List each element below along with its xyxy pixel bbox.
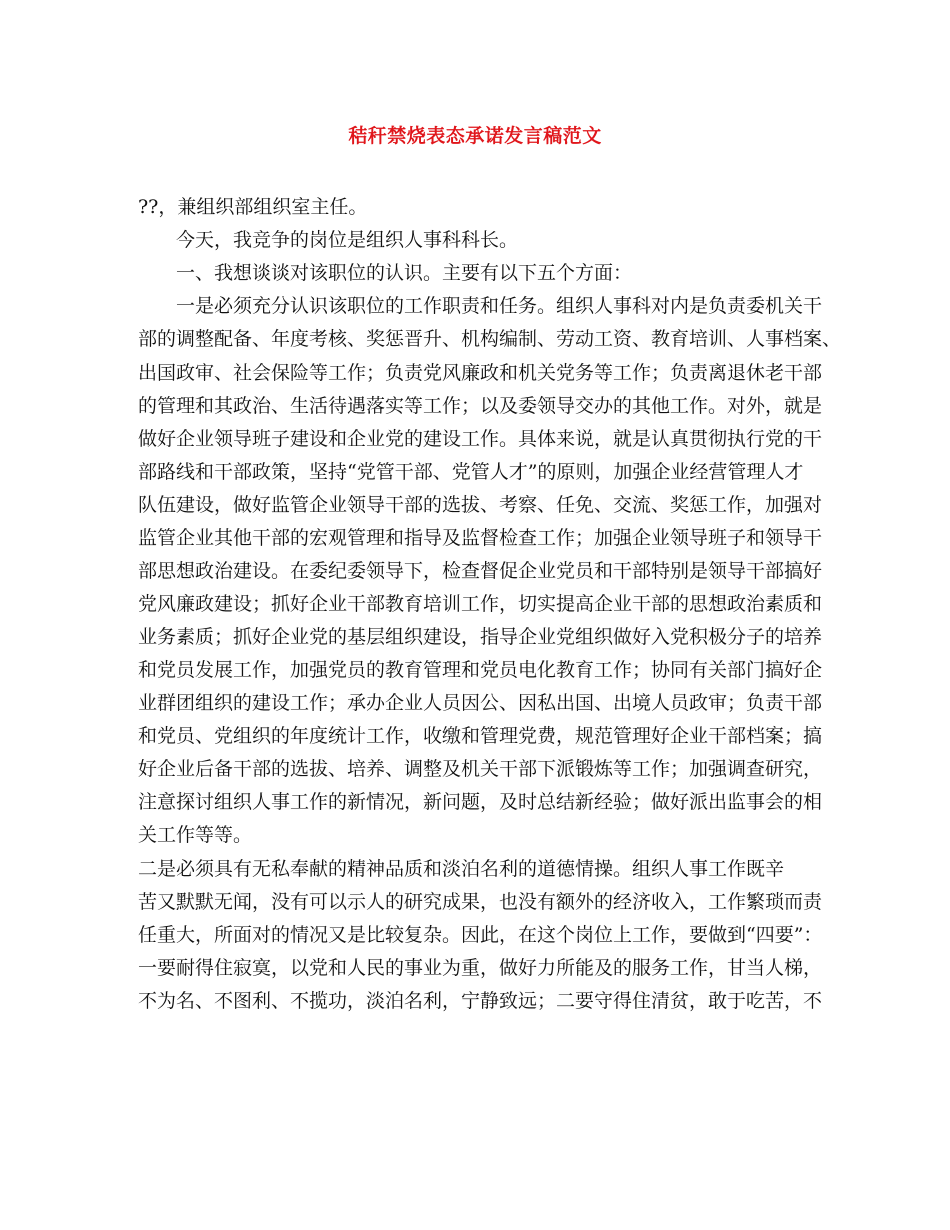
text-line: 部的调整配备、年度考核、奖惩晋升、机构编制、劳动工资、教育培训、人事档案、	[138, 328, 842, 350]
text-line: 做好企业领导班子建设和企业党的建设工作。具体来说，就是认真贯彻执行党的干	[138, 428, 823, 450]
text-line: 苦又默默无闻，没有可以示人的研究成果，也没有额外的经济收入，工作繁琐而责	[138, 891, 823, 913]
text-line: 队伍建设，做好监管企业领导干部的选拔、考察、任免、交流、奖惩工作，加强对	[138, 494, 823, 516]
document-title: 秸秆禁烧表态承诺发言稿范文	[348, 125, 602, 147]
text-line: 出国政审、社会保险等工作；负责党风廉政和机关党务等工作；负责离退休老干部	[138, 362, 823, 384]
text-line: 部路线和干部政策，坚持“党管干部、党管人才”的原则，加强企业经营管理人才	[138, 461, 804, 483]
text-line: 部思想政治建设。在委纪委领导下，检查督促企业党员和干部特别是领导干部搞好	[138, 560, 823, 582]
text-line: 注意探讨组织人事工作的新情况，新问题，及时总结新经验；做好派出监事会的相	[138, 791, 823, 813]
text-line: 和党员、党组织的年度统计工作，收缴和管理党费，规范管理好企业干部档案；搞	[138, 725, 823, 747]
text-line: 二是必须具有无私奉献的精神品质和淡泊名利的道德情操。组织人事工作既辛	[138, 858, 785, 880]
text-line: 好企业后备干部的选拔、培养、调整及机关干部下派锻炼等工作；加强调查研究，	[138, 758, 823, 780]
text-line: 不为名、不图利、不揽功，淡泊名利，宁静致远；二要守得住清贫，敢于吃苦，不	[138, 990, 823, 1012]
text-line: 今天，我竞争的岗位是组织人事科科长。	[176, 229, 519, 251]
text-line: 任重大，所面对的情况又是比较复杂。因此，在这个岗位上工作，要做到“四要”：	[138, 924, 823, 946]
text-line: 业群团组织的建设工作；承办企业人员因公、因私出国、出境人员政审；负责干部	[138, 692, 823, 714]
text-line: 一、我想谈谈对该职位的认识。主要有以下五个方面：	[176, 262, 633, 284]
text-line: 的管理和其政治、生活待遇落实等工作；以及委领导交办的其他工作。对外，就是	[138, 395, 823, 417]
text-line: 业务素质；抓好企业党的基层组织建设，指导企业党组织做好入党积极分子的培养	[138, 626, 823, 648]
text-line: 和党员发展工作，加强党员的教育管理和党员电化教育工作；协同有关部门搞好企	[138, 659, 823, 681]
text-line: 党风廉政建设；抓好企业干部教育培训工作，切实提高企业干部的思想政治素质和	[138, 593, 823, 615]
text-line: ??，兼组织部组织室主任。	[138, 196, 368, 218]
text-line: 一要耐得住寂寞，以党和人民的事业为重，做好力所能及的服务工作，甘当人梯，	[138, 957, 823, 979]
text-line: 关工作等等。	[138, 824, 253, 846]
text-line: 监管企业其他干部的宏观管理和指导及监督检查工作；加强企业领导班子和领导干	[138, 527, 823, 549]
text-line: 一是必须充分认识该职位的工作职责和任务。组织人事科对内是负责委机关干	[176, 295, 823, 317]
